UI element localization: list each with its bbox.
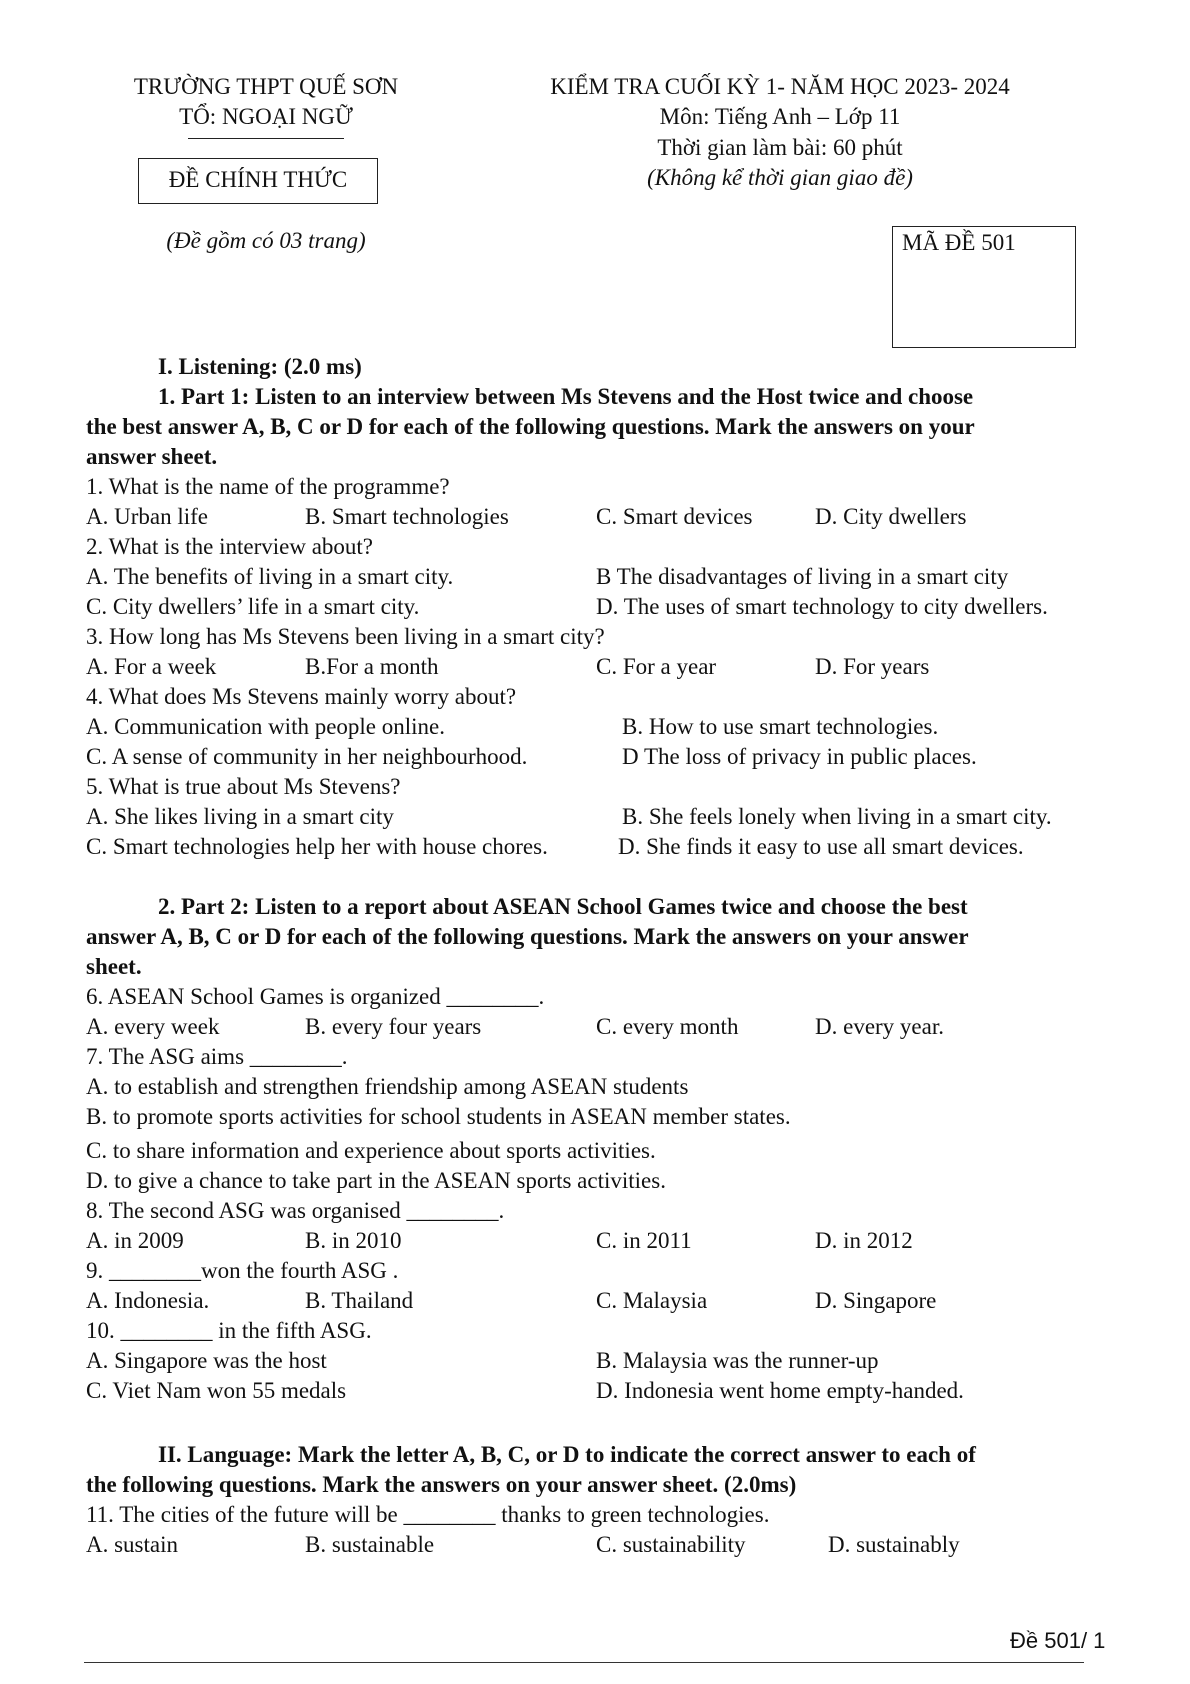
question-10: 10. ________ in the fifth ASG. [86, 1318, 372, 1343]
q3-option-c: C. For a year [596, 654, 717, 679]
q10-option-d: D. Indonesia went home empty-handed. [596, 1378, 964, 1403]
q2-option-a: A. The benefits of living in a smart city. [86, 564, 454, 589]
question-5: 5. What is true about Ms Stevens? [86, 774, 401, 799]
q7-option-a: A. to establish and strengthen friendship among ASEAN students [86, 1074, 689, 1099]
exam-duration: Thời gian làm bài: 60 phút [657, 135, 903, 160]
q8-option-a: A. in 2009 [86, 1228, 184, 1253]
exam-title: KIỂM TRA CUỐI KỲ 1- NĂM HỌC 2023- 2024 [550, 74, 1010, 99]
question-9: 9. ________won the fourth ASG . [86, 1258, 399, 1283]
question-8: 8. The second ASG was organised ________. [86, 1198, 505, 1223]
q1-option-b: B. Smart technologies [305, 504, 509, 529]
q5-option-c: C. Smart technologies help her with house chores. [86, 834, 548, 859]
exam-note: (Không kể thời gian giao đề) [647, 165, 913, 190]
q1-option-c: C. Smart devices [596, 504, 753, 529]
q10-option-a: A. Singapore was the host [86, 1348, 327, 1373]
q4-option-b: B. How to use smart technologies. [622, 714, 939, 739]
q9-option-b: B. Thailand [305, 1288, 414, 1313]
section-language-title-line1: II. Language: Mark the letter A, B, C, or D to indicate the correct answer to each of [158, 1442, 976, 1467]
q6-option-b: B. every four years [305, 1014, 482, 1039]
q7-option-c: C. to share information and experience about sports activities. [86, 1138, 656, 1163]
question-7: 7. The ASG aims ________. [86, 1044, 348, 1069]
q11-option-a: A. sustain [86, 1532, 178, 1557]
q8-option-c: C. in 2011 [596, 1228, 692, 1253]
part1-instruction-line2: the best answer A, B, C or D for each of the following questions. Mark the answers on your [86, 414, 975, 439]
q8-option-d: D. in 2012 [815, 1228, 913, 1253]
part2-instruction-line3: sheet. [86, 954, 142, 979]
q7-option-b: B. to promote sports activities for school students in ASEAN member states. [86, 1104, 791, 1129]
q7-option-d: D. to give a chance to take part in the ASEAN sports activities. [86, 1168, 666, 1193]
q5-option-d: D. She finds it easy to use all smart devices. [618, 834, 1024, 859]
q1-option-d: D. City dwellers [815, 504, 967, 529]
q2-option-d: D. The uses of smart technology to city dwellers. [596, 594, 1048, 619]
q3-option-d: D. For years [815, 654, 930, 679]
question-2: 2. What is the interview about? [86, 534, 373, 559]
school-name: TRƯỜNG THPT QUẾ SƠN [133, 74, 399, 99]
q11-option-c: C. sustainability [596, 1532, 746, 1557]
q1-option-a: A. Urban life [86, 504, 208, 529]
question-3: 3. How long has Ms Stevens been living in a smart city? [86, 624, 605, 649]
q9-option-a: A. Indonesia. [86, 1288, 210, 1313]
part2-instruction-line1: 2. Part 2: Listen to a report about ASEAN School Games twice and choose the best [158, 894, 968, 919]
q2-option-c: C. City dwellers’ life in a smart city. [86, 594, 420, 619]
q3-option-a: A. For a week [86, 654, 217, 679]
official-label: ĐỀ CHÍNH THỨC [168, 167, 348, 192]
q4-option-c: C. A sense of community in her neighbourhood. [86, 744, 528, 769]
department-name: TỔ: NGOẠI NGỮ [179, 104, 353, 129]
question-4: 4. What does Ms Stevens mainly worry about? [86, 684, 517, 709]
exam-code: MÃ ĐỀ 501 [902, 230, 1016, 255]
part2-instruction-line2: answer A, B, C or D for each of the following questions. Mark the answers on your answer [86, 924, 969, 949]
q9-option-c: C. Malaysia [596, 1288, 708, 1313]
question-6: 6. ASEAN School Games is organized ________. [86, 984, 545, 1009]
header-divider [188, 138, 344, 139]
q11-option-b: B. sustainable [305, 1532, 435, 1557]
q2-option-b: B The disadvantages of living in a smart city [596, 564, 1009, 589]
question-11: 11. The cities of the future will be ________ thanks to green technologies. [86, 1502, 770, 1527]
part1-instruction-line1: 1. Part 1: Listen to an interview between Ms Stevens and the Host twice and choose [158, 384, 974, 409]
page-count: (Đề gồm có 03 trang) [166, 228, 366, 253]
section-listening-title: I. Listening: (2.0 ms) [158, 354, 362, 379]
section-language-title-line2: the following questions. Mark the answers on your answer sheet. (2.0ms) [86, 1472, 797, 1497]
q9-option-d: D. Singapore [815, 1288, 937, 1313]
q6-option-a: A. every week [86, 1014, 220, 1039]
page-number: Đề 501/ 1 [1010, 1628, 1106, 1653]
exam-subject: Môn: Tiếng Anh – Lớp 11 [659, 104, 901, 129]
q3-option-b: B.For a month [305, 654, 439, 679]
q4-option-d: D The loss of privacy in public places. [622, 744, 977, 769]
q6-option-d: D. every year. [815, 1014, 944, 1039]
part1-instruction-line3: answer sheet. [86, 444, 218, 469]
q6-option-c: C. every month [596, 1014, 739, 1039]
q11-option-d: D. sustainably [828, 1532, 960, 1557]
q5-option-a: A. She likes living in a smart city [86, 804, 394, 829]
question-1: 1. What is the name of the programme? [86, 474, 450, 499]
q8-option-b: B. in 2010 [305, 1228, 402, 1253]
q5-option-b: B. She feels lonely when living in a smart city. [622, 804, 1052, 829]
q10-option-c: C. Viet Nam won 55 medals [86, 1378, 347, 1403]
q4-option-a: A. Communication with people online. [86, 714, 446, 739]
footer-rule [84, 1662, 1084, 1663]
q10-option-b: B. Malaysia was the runner-up [596, 1348, 879, 1373]
